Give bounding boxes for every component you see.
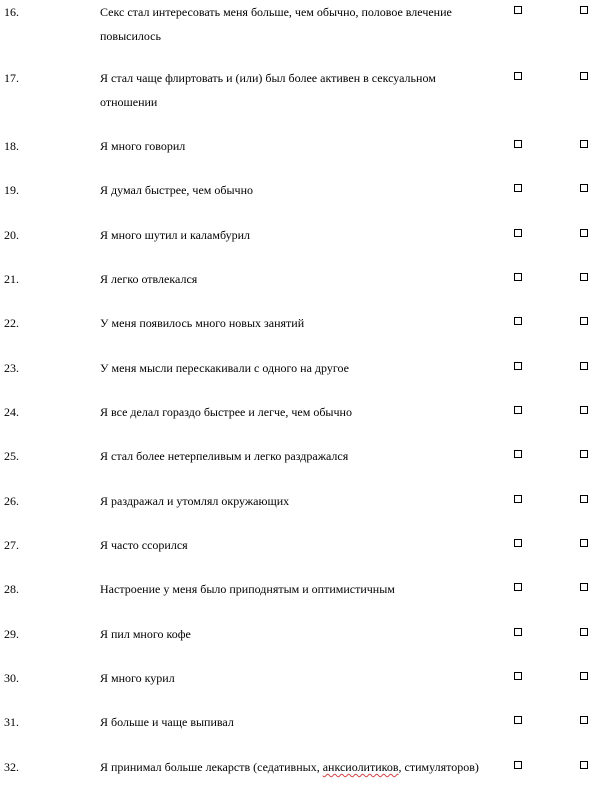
checkbox-answer-no[interactable] — [580, 140, 588, 148]
checkbox-answer-yes[interactable] — [514, 628, 522, 636]
checkbox-answer-no[interactable] — [580, 672, 588, 680]
question-number: 26. — [4, 494, 19, 508]
question-text: Я думал быстрее, чем обычно — [100, 183, 253, 197]
checkbox-answer-yes[interactable] — [514, 716, 522, 724]
question-text: У меня мысли перескакивали с одного на другое — [100, 361, 349, 375]
checkbox-answer-yes[interactable] — [514, 406, 522, 414]
checkbox-answer-no[interactable] — [580, 72, 588, 80]
question-number: 21. — [4, 272, 19, 286]
checkbox-answer-no[interactable] — [580, 229, 588, 237]
question-text-part: Я принимал больше лекарств (седативных, — [100, 760, 323, 774]
question-text: Я легко отвлекался — [100, 272, 198, 286]
question-number: 28. — [4, 582, 19, 596]
question-number: 18. — [4, 139, 19, 153]
question-number: 31. — [4, 715, 19, 729]
question-text: Настроение у меня было приподнятым и оптимистичным — [100, 582, 395, 596]
question-text: Я раздражал и утомлял окружающих — [100, 494, 290, 508]
checkbox-answer-no[interactable] — [580, 6, 588, 14]
checkbox-answer-yes[interactable] — [514, 273, 522, 281]
checkbox-answer-no[interactable] — [580, 716, 588, 724]
checkbox-answer-no[interactable] — [580, 317, 588, 325]
question-number: 16. — [4, 5, 19, 19]
question-number: 24. — [4, 405, 19, 419]
question-text: Секс стал интересовать меня больше, чем обычно, половое влечение повысилось — [100, 5, 452, 43]
question-text: Я больше и чаще выпивал — [100, 715, 234, 729]
question-number: 32. — [4, 760, 19, 774]
question-number: 22. — [4, 316, 19, 330]
question-text: Я много курил — [100, 671, 175, 685]
question-text-part: , стимуляторов) — [398, 760, 479, 774]
checkbox-answer-yes[interactable] — [514, 672, 522, 680]
question-number: 20. — [4, 228, 19, 242]
question-text: Я пил много кофе — [100, 627, 191, 641]
question-text — [100, 755, 490, 779]
question-text: Я много говорил — [100, 139, 186, 153]
question-text: У меня появилось много новых занятий — [100, 316, 305, 330]
checkbox-answer-yes[interactable] — [514, 583, 522, 591]
checkbox-answer-yes[interactable] — [514, 6, 522, 14]
checkbox-answer-no[interactable] — [580, 761, 588, 769]
checkbox-answer-yes[interactable] — [514, 450, 522, 458]
question-number: 27. — [4, 538, 19, 552]
question-number: 25. — [4, 449, 19, 463]
question-number: 30. — [4, 671, 19, 685]
question-number: 19. — [4, 183, 19, 197]
checkbox-answer-yes[interactable] — [514, 317, 522, 325]
question-number: 23. — [4, 361, 19, 375]
checkbox-answer-no[interactable] — [580, 495, 588, 503]
checkbox-answer-no[interactable] — [580, 539, 588, 547]
question-text-misspelled-word: анксиолитиков — [322, 760, 399, 774]
checkbox-answer-yes[interactable] — [514, 495, 522, 503]
question-number: 29. — [4, 627, 19, 641]
checkbox-answer-yes[interactable] — [514, 72, 522, 80]
checkbox-answer-yes[interactable] — [514, 539, 522, 547]
checkbox-answer-no[interactable] — [580, 184, 588, 192]
question-number: 17. — [4, 71, 19, 85]
checkbox-answer-yes[interactable] — [514, 184, 522, 192]
checkbox-answer-no[interactable] — [580, 362, 588, 370]
checkbox-answer-no[interactable] — [580, 406, 588, 414]
question-text: Я стал чаще флиртовать и (или) был более активен в сексуальном отношении — [100, 71, 436, 109]
checkbox-answer-no[interactable] — [580, 628, 588, 636]
checkbox-answer-yes[interactable] — [514, 761, 522, 769]
question-text: Я часто ссорился — [100, 538, 188, 552]
checkbox-answer-yes[interactable] — [514, 140, 522, 148]
checkbox-answer-no[interactable] — [580, 583, 588, 591]
checkbox-answer-yes[interactable] — [514, 362, 522, 370]
checkbox-answer-yes[interactable] — [514, 229, 522, 237]
checkbox-answer-no[interactable] — [580, 450, 588, 458]
question-text: Я все делал гораздо быстрее и легче, чем обычно — [100, 405, 352, 419]
question-text: Я много шутил и каламбурил — [100, 228, 251, 242]
question-text: Я стал более нетерпеливым и легко раздражался — [100, 449, 349, 463]
checkbox-answer-no[interactable] — [580, 273, 588, 281]
